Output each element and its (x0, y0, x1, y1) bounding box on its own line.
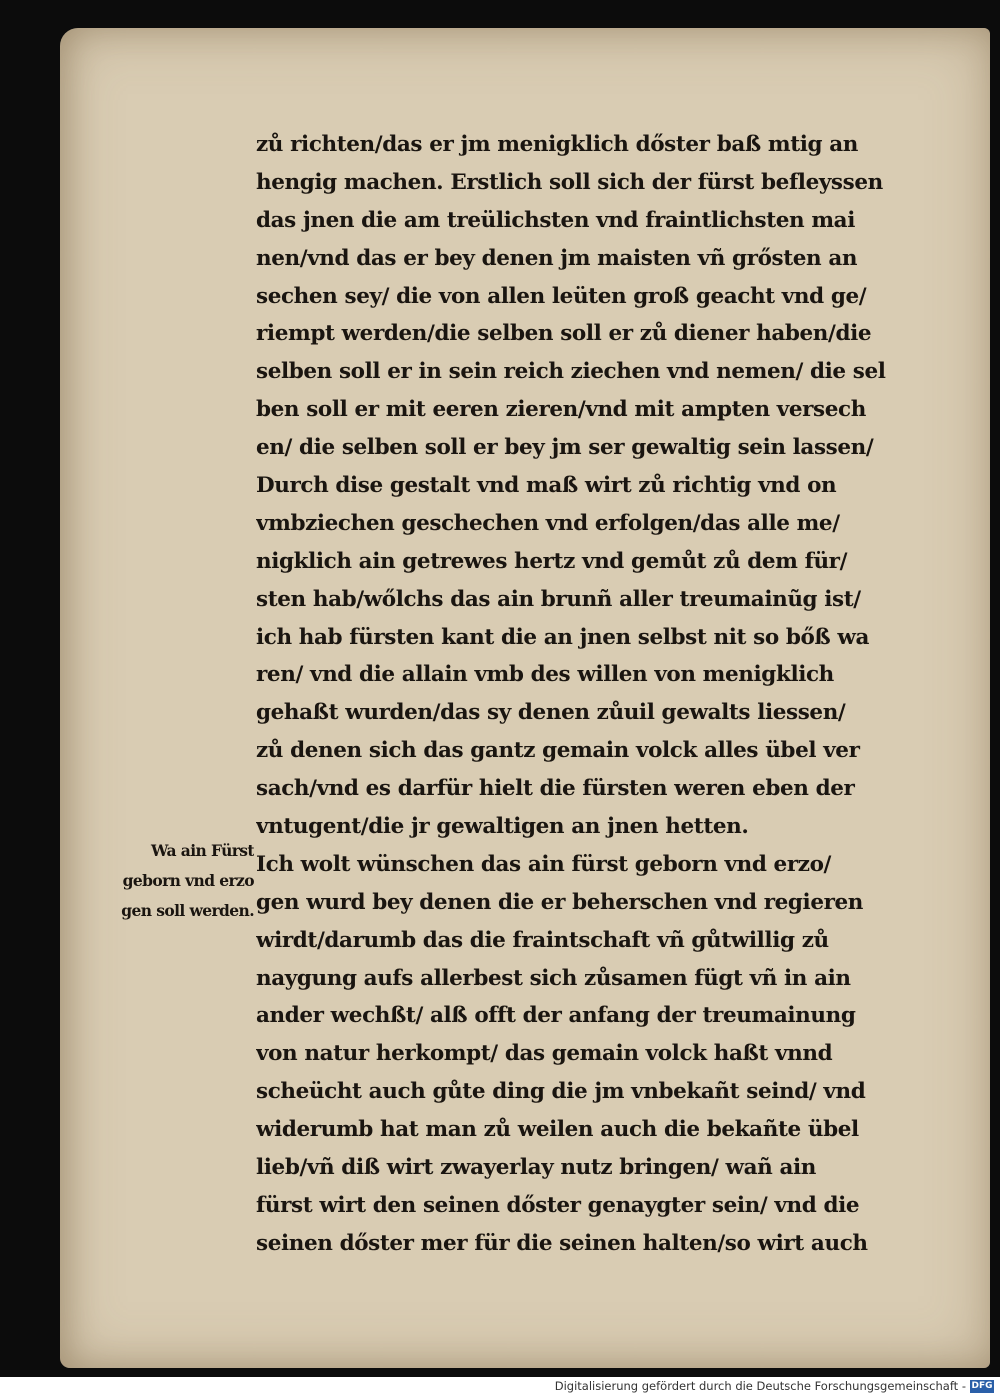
text-line: sten hab/wőlchs das ain brunñ aller treumainũg ist/ (256, 586, 861, 612)
marginal-note-line: gen soll werden. (121, 901, 254, 920)
text-line: ren/ vnd die allain vmb des willen von menigklich (256, 662, 834, 688)
marginal-note (64, 836, 254, 926)
text-line: ben soll er mit eeren zieren/vnd mit ampten versech (256, 397, 866, 423)
text-line: fürst wirt den seinen dőster genaygter sein/ vnd die (256, 1192, 860, 1218)
text-line: vntugent/die jr gewaltigen an jnen hetten. (256, 814, 749, 840)
text-line: sechen sey/ die von allen leüten groß geacht vnd ge/ (256, 283, 867, 309)
text-line: ich hab fürsten kant die an jnen selbst nit so bőß wa (256, 624, 870, 650)
text-line: lieb/vñ diß wirt zwayerlay nutz bringen/ wañ ain (256, 1155, 816, 1181)
text-line: zů denen sich das gantz gemain volck alles übel ver (256, 738, 860, 764)
dfg-logo-icon: DFG (971, 1381, 993, 1391)
footer-credit: Digitalisierung gefördert durch die Deutsche Forschungsgemeinschaft - (554, 1379, 966, 1393)
text-line: widerumb hat man zů weilen auch die bekañte übel (256, 1117, 859, 1143)
text-line: nen/vnd das er bey denen jm maisten vñ grősten an (256, 245, 858, 271)
text-line: von natur herkompt/ das gemain volck haßt vnnd (256, 1041, 833, 1067)
text-line: Durch dise gestalt vnd maß wirt zů richtig vnd on (256, 473, 837, 499)
text-line: Ich wolt wünschen das ain fürst geborn vnd erzo/ (256, 851, 831, 877)
marginal-note-line: Wa ain Fürst (151, 841, 254, 860)
text-line: nigklich ain getrewes hertz vnd gemůt zů dem für/ (256, 548, 848, 574)
main-text-block (256, 126, 946, 1263)
text-line: das jnen die am treülichsten vnd fraintlichsten mai (256, 207, 855, 233)
text-line: ander wechßt/ alß offt der anfang der treumainung (256, 1003, 856, 1029)
text-line: naygung aufs allerbest sich zůsamen fügt vñ in ain (256, 965, 851, 991)
text-line: hengig machen. Erstlich soll sich der fürst befleyssen (256, 169, 883, 195)
text-line: gehaßt wurden/das sy denen zůuil gewalts liessen/ (256, 700, 846, 726)
marginal-note-line: geborn vnd erzo (122, 871, 254, 890)
text-line: en/ die selben soll er bey jm ser gewaltig sein lassen/ (256, 435, 874, 461)
text-line: sach/vnd es darfür hielt die fürsten weren eben der (256, 776, 855, 802)
text-line: selben soll er in sein reich ziechen vnd nemen/ die sel (256, 359, 886, 385)
text-line: wirdt/darumb das die fraintschaft vñ gůtwillig zů (256, 927, 829, 953)
text-line: seinen dőster mer für die seinen halten/so wirt auch (256, 1230, 868, 1256)
text-line: gen wurd bey denen die er beherschen vnd regieren (256, 889, 864, 915)
text-line: scheücht auch gůte ding die jm vnbekañt seind/ vnd (256, 1079, 866, 1105)
text-line: riempt werden/die selben soll er zů diener haben/die (256, 321, 872, 347)
text-line: vmbziechen geschechen vnd erfolgen/das alle me/ (256, 510, 840, 536)
text-line: zů richten/das er jm menigklich dőster baß mtig an (256, 132, 859, 157)
